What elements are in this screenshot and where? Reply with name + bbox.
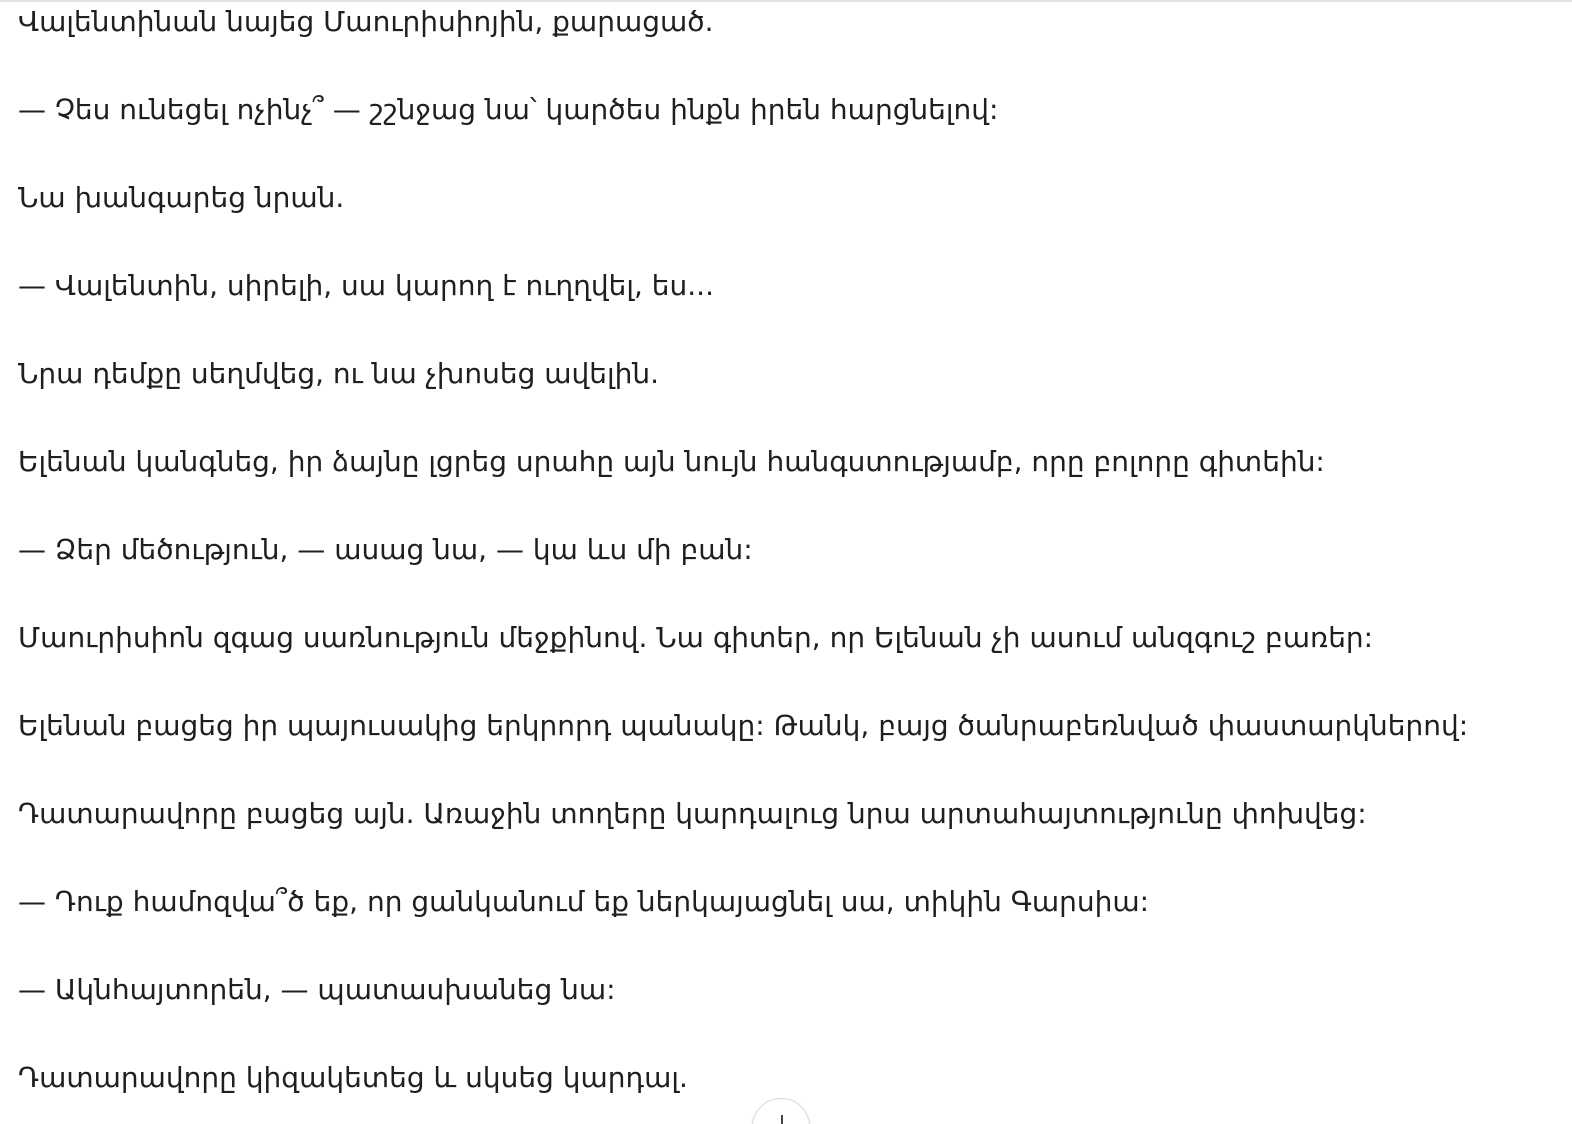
paragraph-13: Դատարավորը կիզակետեց և սկսեց կարդալ. xyxy=(18,1061,688,1094)
scroll-to-bottom-button[interactable] xyxy=(752,1098,810,1124)
paragraph-8: Մաուրիսիոն զգաց սառնություն մեջքինով. Նա գիտեր, որ Ելենան չի ասում անզգուշ բառեր: xyxy=(18,621,1374,654)
paragraph-2: — Չես ունեցել ոչինչ՞ — շշնջաց նա՝ կարծես ինքն իրեն հարցնելով: xyxy=(18,93,999,126)
paragraph-12: — Ակնհայտորեն, — պատասխանեց նա: xyxy=(18,973,616,1006)
paragraph-6: Ելենան կանգնեց, իր ձայնը լցրեց սրահը այն նույն հանգստությամբ, որը բոլորը գիտեին: xyxy=(18,445,1325,478)
paragraph-1: Վալենտինան նայեց Մաուրիսիոյին, քարացած. xyxy=(18,5,714,38)
arrow-down-icon xyxy=(781,1115,783,1124)
paragraph-3: Նա խանգարեց նրան. xyxy=(18,181,345,214)
paragraph-10: Դատարավորը բացեց այն. Առաջին տողերը կարդալուց նրա արտահայտությունը փոխվեց: xyxy=(18,797,1367,830)
paragraph-11: — Դուք համոզվա՞ծ եք, որ ցանկանում եք ներկայացնել սա, տիկին Գարսիա: xyxy=(18,885,1150,918)
paragraph-9: Ելենան բացեց իր պայուսակից երկրորդ պանակը: Թանկ, բայց ծանրաբեռնված փաստարկներով: xyxy=(18,709,1469,742)
paragraph-5: Նրա դեմքը սեղմվեց, ու նա չխոսեց ավելին. xyxy=(18,357,660,390)
paragraph-4: — Վալենտին, սիրելի, սա կարող է ուղղվել, ես... xyxy=(18,269,714,302)
paragraph-7: — Ձեր մեծություն, — ասաց նա, — կա ևս մի բան: xyxy=(18,533,753,566)
